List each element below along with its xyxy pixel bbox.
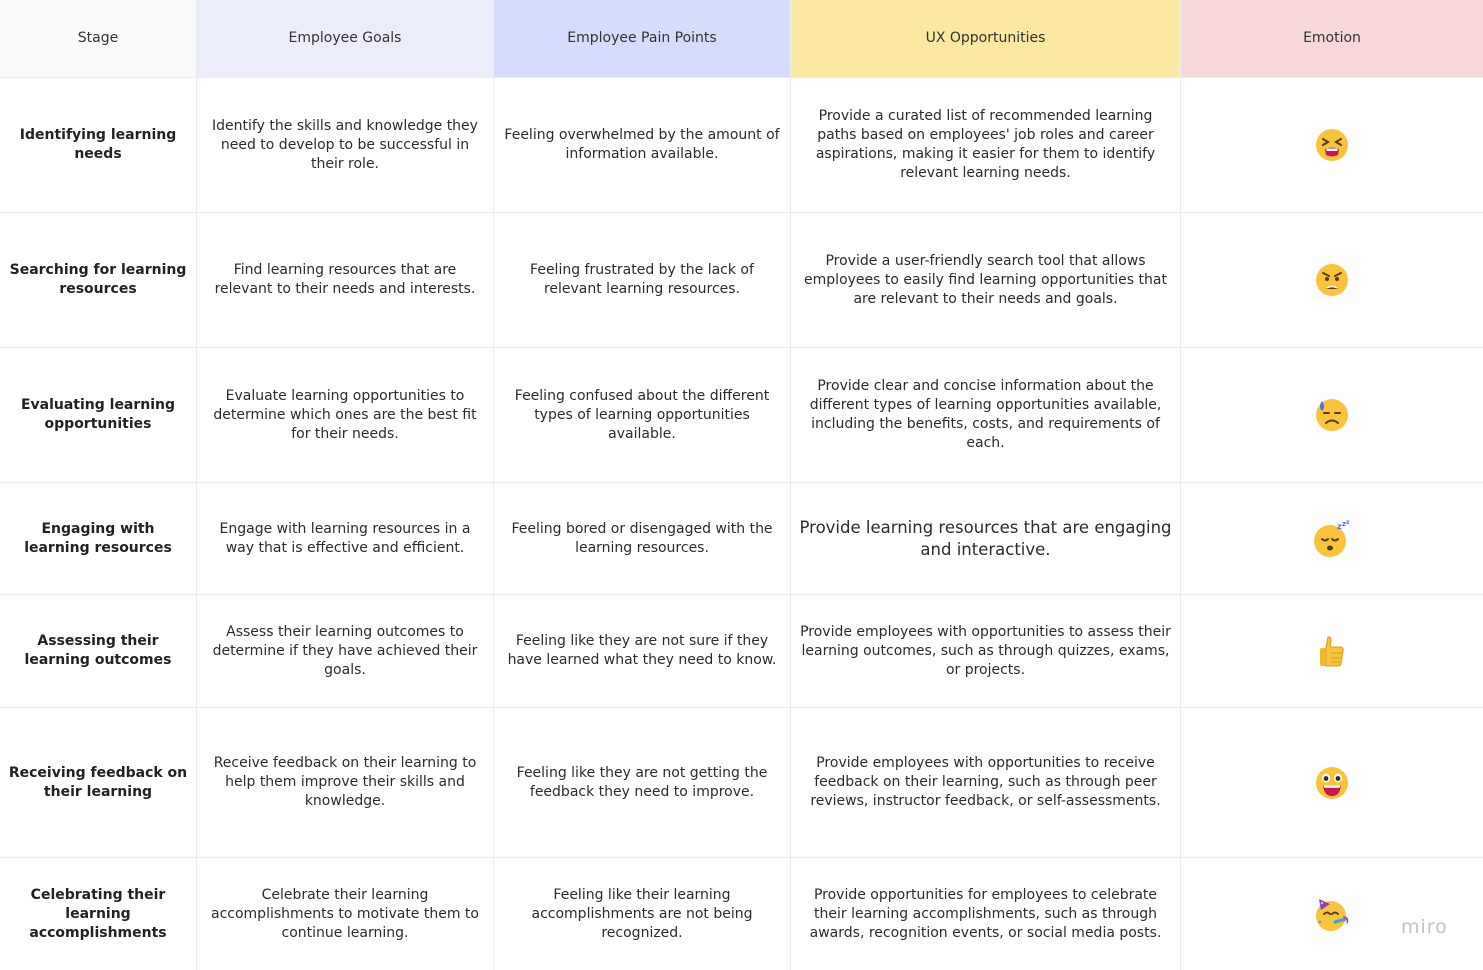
ux-opportunity-cell: Provide clear and concise information about the different types of learning opportunities available, including the benefits, costs, and requirements of each. [791, 348, 1181, 482]
ux-opportunity-cell: Provide employees with opportunities to receive feedback on their learning, such as through peer reviews, instructor feedback, or self-assessments. [791, 708, 1181, 857]
goals-cell: Assess their learning outcomes to determine if they have achieved their goals. [197, 595, 494, 707]
svg-text:z: z [1337, 521, 1342, 531]
stage-cell: Evaluating learning opportunities [0, 348, 197, 482]
thumbs-up-emoji-icon [1314, 633, 1350, 669]
ux-opportunity-cell: Provide learning resources that are engaging and interactive. [791, 483, 1181, 594]
goals-cell: Celebrate their learning accomplishments to motivate them to continue learning. [197, 858, 494, 970]
ux-opportunity-cell: Provide opportunities for employees to celebrate their learning accomplishments, such as through awards, recognition events, or social media posts. [791, 858, 1181, 970]
ux-opportunity-cell: Provide employees with opportunities to assess their learning outcomes, such as through quizzes, exams, or projects. [791, 595, 1181, 707]
goals-cell: Identify the skills and knowledge they need to develop to be successful in their role. [197, 78, 494, 212]
partying-face-emoji-icon [1313, 895, 1351, 933]
table-row [0, 858, 1483, 970]
stage-cell: Assessing their learning outcomes [0, 595, 197, 707]
pain-points-cell: Feeling like their learning accomplishments are not being recognized. [494, 858, 791, 970]
stage-cell: Searching for learning resources [0, 213, 197, 347]
emotion-cell [1181, 483, 1483, 594]
ux-opportunity-cell: Provide a curated list of recommended learning paths based on employees' job roles and career aspirations, making it easier for them to identify relevant learning needs. [791, 78, 1181, 212]
pain-points-cell: Feeling like they are not sure if they have learned what they need to know. [494, 595, 791, 707]
pain-points-cell: Feeling like they are not getting the feedback they need to improve. [494, 708, 791, 857]
emotion-cell [1181, 595, 1483, 707]
pain-points-cell: Feeling bored or disengaged with the learning resources. [494, 483, 791, 594]
svg-text:z: z [1346, 519, 1350, 526]
emotion-cell [1181, 348, 1483, 482]
sleeping-face-emoji-icon [1313, 520, 1351, 558]
table-row [0, 483, 1483, 595]
downcast-sweat-face-emoji-icon [1314, 397, 1350, 433]
tired-face-emoji-icon [1314, 127, 1350, 163]
header-emotion: Emotion [1181, 0, 1483, 77]
stage-cell: Receiving feedback on their learning [0, 708, 197, 857]
header-ux-opportunities: UX Opportunities [791, 0, 1181, 77]
table-row [0, 348, 1483, 483]
stage-cell: Engaging with learning resources [0, 483, 197, 594]
goals-cell: Engage with learning resources in a way that is effective and efficient. [197, 483, 494, 594]
pain-points-cell: Feeling confused about the different types of learning opportunities available. [494, 348, 791, 482]
goals-cell: Receive feedback on their learning to help them improve their skills and knowledge. [197, 708, 494, 857]
goals-cell: Find learning resources that are relevant to their needs and interests. [197, 213, 494, 347]
table-header-row [0, 0, 1483, 78]
table-row [0, 708, 1483, 858]
stage-cell: Identifying learning needs [0, 78, 197, 212]
table-row [0, 78, 1483, 213]
goals-cell: Evaluate learning opportunities to determine which ones are the best fit for their needs. [197, 348, 494, 482]
table-row [0, 213, 1483, 348]
svg-text:z: z [1342, 519, 1347, 528]
emotion-cell [1181, 213, 1483, 347]
pain-points-cell: Feeling frustrated by the lack of relevant learning resources. [494, 213, 791, 347]
header-stage: Stage [0, 0, 197, 77]
header-employee-goals: Employee Goals [197, 0, 494, 77]
grinning-face-emoji-icon [1314, 765, 1350, 801]
miro-watermark-logo: miro [1401, 916, 1448, 938]
emotion-cell [1181, 708, 1483, 857]
header-employee-pain-points: Employee Pain Points [494, 0, 791, 77]
table-row [0, 595, 1483, 708]
emotion-cell [1181, 858, 1483, 970]
angry-face-emoji-icon [1314, 262, 1350, 298]
pain-points-cell: Feeling overwhelmed by the amount of information available. [494, 78, 791, 212]
emotion-cell [1181, 78, 1483, 212]
stage-cell: Celebrating their learning accomplishments [0, 858, 197, 970]
ux-opportunity-cell: Provide a user-friendly search tool that allows employees to easily find learning opportunities that are relevant to their needs and goals. [791, 213, 1181, 347]
